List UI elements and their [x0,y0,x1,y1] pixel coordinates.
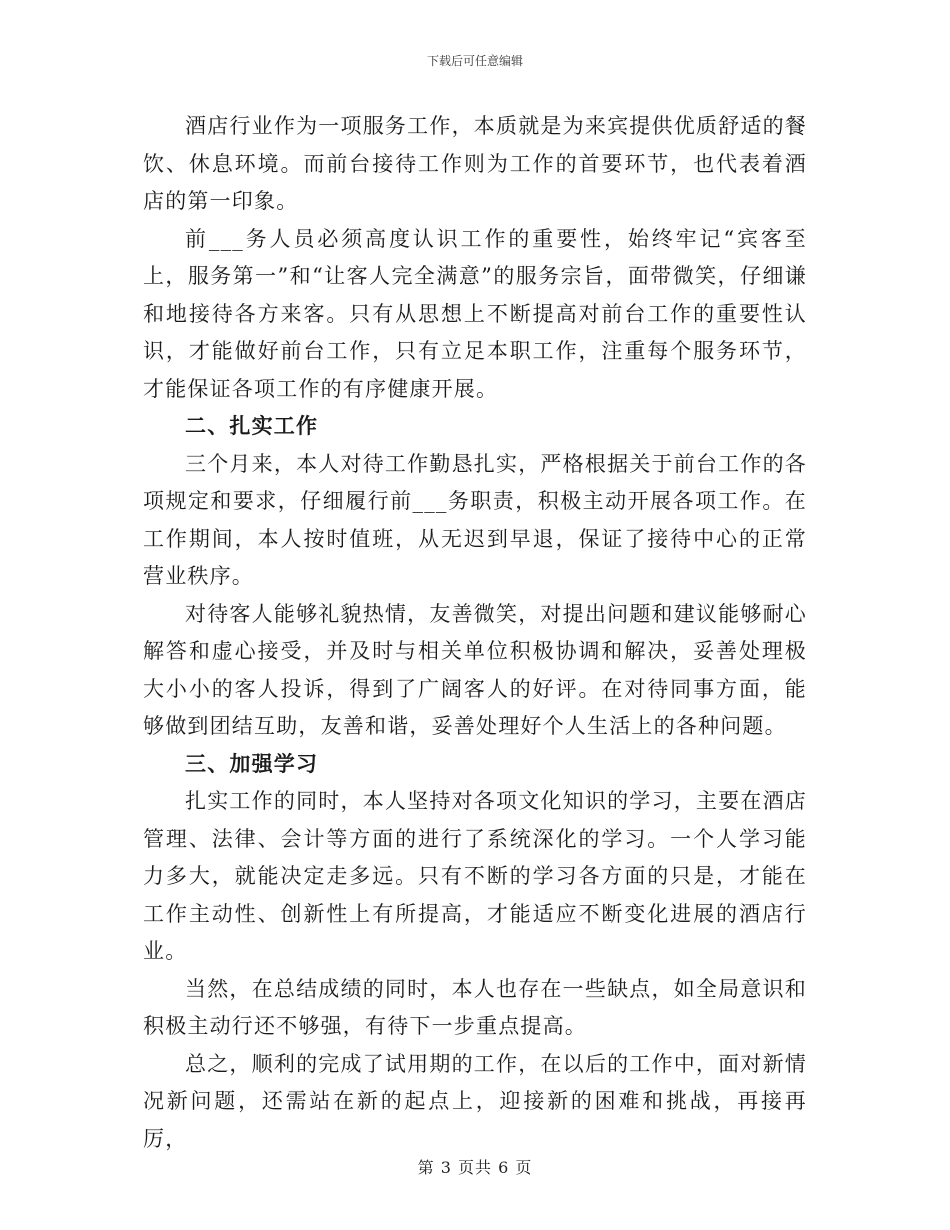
paragraph-study: 扎实工作的同时，本人坚持对各项文化知识的学习，主要在酒店管理、法律、会计等方面的进行了系统深化的学习。一个人学习能力多大，就能决定走多远。只有不断的学习各方面的只是，才能在工作主动性、创新性上有所提高，才能适应不断变化进展的酒店行业。 [143,789,807,963]
paragraph-guest-service: 对待客人能够礼貌热情，友善微笑，对提出问题和建议能够耐心解答和虚心接受，并及时与相关单位积极协调和解决，妥善处理极大小小的客人投诉，得到了广阔客人的好评。在对待同事方面，能够做到团结互助，友善和谐，妥善处理好个人生活上的各种问题。 [143,601,807,738]
paragraph-conclusion: 总之，顺利的完成了试用期的工作，在以后的工作中，面对新情况新问题，还需站在新的起点上，迎接新的困难和挑战，再接再厉， [143,1051,807,1151]
section-heading-study: 三、加强学习 [185,751,319,776]
document-body [143,108,807,1158]
paragraph-shortcomings: 当然，在总结成绩的同时，本人也存在一些缺点，如全局意识和积极主动行还不够强，有待下一步重点提高。 [143,976,807,1038]
paragraph-intro: 酒店行业作为一项服务工作，本质就是为来宾提供优质舒适的餐饮、休息环境。而前台接待工作则为工作的首要环节，也代表着酒店的第一印象。 [143,114,807,213]
paragraph-work-duties: 三个月来，本人对待工作勤恳扎实，严格根据关于前台工作的各项规定和要求，仔细履行前___务职责，积极主动开展各项工作。在工作期间，本人按时值班，从无迟到早退，保证了接待中心的正常营业秩序。 [143,451,807,588]
paragraph-awareness: 前___务人员必须高度认识工作的重要性，始终牢记“宾客至上，服务第一”和“让客人完全满意”的服务宗旨，面带微笑，仔细谦和地接待各方来客。只有从思想上不断提高对前台工作的重要性认识，才能做好前台工作，只有立足本职工作，注重每个服务环节，才能保证各项工作的有序健康开展。 [143,226,807,401]
page-footer: 第 3 页共 6 页 [417,1158,533,1177]
page-header: 下载后可任意编辑 [426,54,523,68]
section-heading-work: 二、扎实工作 [185,414,319,438]
